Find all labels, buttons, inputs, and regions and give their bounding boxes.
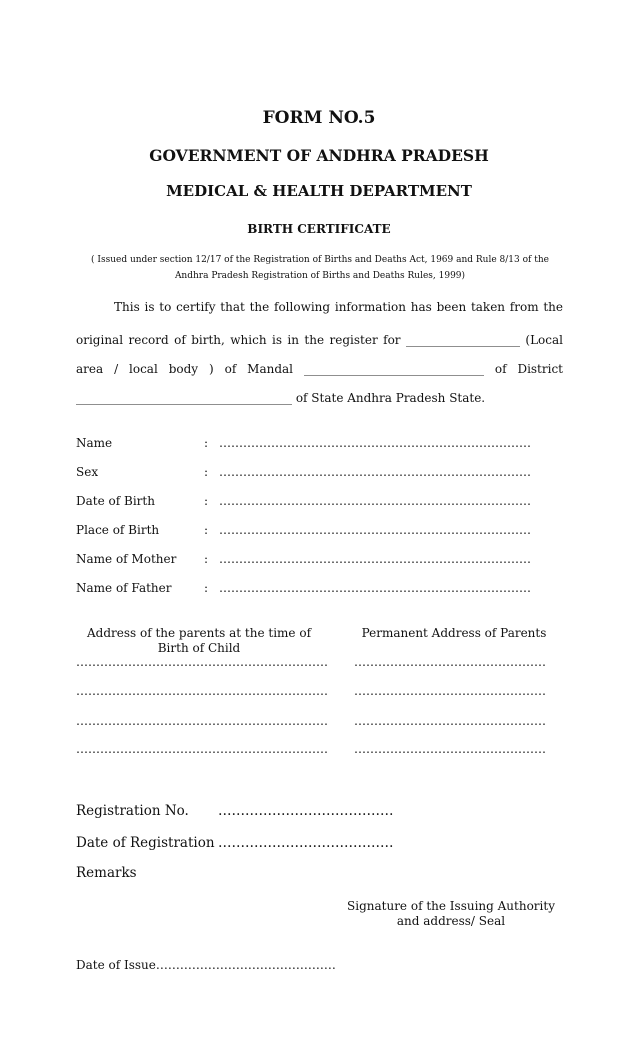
signature-line-2: and address/ Seal [396, 914, 506, 928]
permanent-address-line-3: ………………………………………… [354, 714, 546, 728]
permanent-address-line-1: ………………………………………… [354, 655, 546, 669]
remarks-label: Remarks [76, 865, 137, 881]
birth-address-line-4: ……………………………………………………… [76, 742, 328, 756]
certification-line-3: area / local body ) of Mandal ______________________________ of District [76, 362, 563, 376]
birth-address-header: Address of the parents at the time of Birth of Child [86, 626, 312, 655]
field-colon-sex: : [204, 465, 209, 479]
certification-line-2: original record of birth, which is in the register for ___________________ (Local [76, 333, 563, 347]
registration-date-dots: ………………………………… [218, 835, 394, 851]
field-colon-name-of-mother: : [204, 552, 209, 566]
field-value-sex: …………………………………………………………………… [219, 465, 531, 479]
registration-no-label: Registration No. [76, 803, 189, 819]
field-value-name: …………………………………………………………………… [219, 436, 531, 450]
permanent-address-line-2: ………………………………………… [354, 684, 546, 698]
field-label-sex: Sex [76, 465, 99, 479]
registration-no-dots: ………………………………… [218, 803, 394, 819]
signature-line-1: Signature of the Issuing Authority [347, 899, 555, 913]
government-name: GOVERNMENT OF ANDHRA PRADESH [149, 146, 489, 165]
field-value-date-of-birth: …………………………………………………………………… [219, 494, 531, 508]
birth-address-line-2: ……………………………………………………… [76, 684, 328, 698]
certification-line-4: ____________________________________ of State Andhra Pradesh State. [76, 391, 486, 405]
birth-address-line-1: ……………………………………………………… [76, 655, 328, 669]
date-of-issue: Date of Issue……………………………………… [76, 958, 336, 972]
field-label-place-of-birth: Place of Birth [76, 523, 160, 537]
issued-under-note: ( Issued under section 12/17 of the Registration of Births and Deaths Act, 1969 and Rule 8/13 of the Andhra Pradesh Registration of Births and Deaths Rules, 1999) [91, 255, 549, 281]
field-label-name-of-father: Name of Father [76, 581, 172, 595]
certification-line-1: This is to certify that the following information has been taken from the [114, 300, 563, 314]
field-colon-name: : [204, 436, 209, 450]
permanent-address-line-4: ………………………………………… [354, 742, 546, 756]
field-value-name-of-mother: …………………………………………………………………… [219, 552, 531, 566]
certificate-title: BIRTH CERTIFICATE [247, 222, 391, 236]
field-colon-name-of-father: : [204, 581, 209, 595]
department-name: MEDICAL & HEALTH DEPARTMENT [166, 182, 472, 200]
registration-date-label: Date of Registration [76, 835, 215, 851]
field-colon-place-of-birth: : [204, 523, 209, 537]
field-label-name-of-mother: Name of Mother [76, 552, 177, 566]
field-colon-date-of-birth: : [204, 494, 209, 508]
field-value-name-of-father: …………………………………………………………………… [219, 581, 531, 595]
field-label-name: Name [76, 436, 113, 450]
field-value-place-of-birth: …………………………………………………………………… [219, 523, 531, 537]
field-label-date-of-birth: Date of Birth [76, 494, 155, 508]
permanent-address-header: Permanent Address of Parents [361, 626, 547, 640]
form-number: FORM NO.5 [262, 108, 376, 128]
birth-address-line-3: ……………………………………………………… [76, 714, 328, 728]
